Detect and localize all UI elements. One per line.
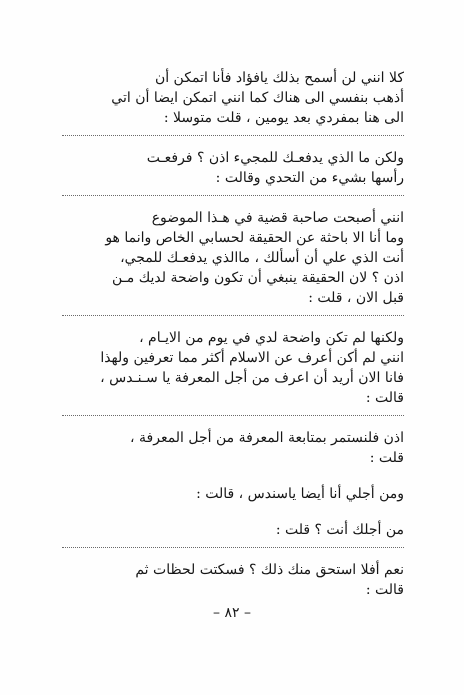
paragraph <box>62 328 404 408</box>
text-line: أنت الذي علي أن أسألك ، ماالذي يدفعـك للمجي، <box>120 250 404 266</box>
paragraph-gap <box>62 504 404 520</box>
text-line: انني لم أكن أعرف عن الاسلام أكثر مما تعرفين ولهذا <box>100 350 404 366</box>
text-line: اذن فلنستمر بمتابعة المعرفة من أجل المعرفة ، <box>130 430 404 446</box>
paragraph-gap <box>62 468 404 484</box>
text-line: ولكن ما الذي يدفعـك للمجيء اذن ؟ فرفعـت <box>146 150 404 166</box>
text-line: الى هنا بمفردي بعد يومين ، قلت متوسلا : <box>163 110 404 126</box>
text-line: ومن أجلي أنا أيضا ياسندس ، قالت : <box>196 486 404 502</box>
dotted-separator <box>62 195 404 196</box>
page-body <box>62 68 404 600</box>
text-line: رأسها بشيء من التحدي وقالت : <box>215 170 404 186</box>
text-line: فانا الان أريد أن اعرف من أجل المعرفة يا سـنـدس ، <box>100 370 404 386</box>
dotted-separator <box>62 415 404 416</box>
text-line: قالت : <box>365 582 404 598</box>
text-line: اذن ؟ لان الحقيقة ينبغي أن تكون واضحة لديك مـن <box>112 270 404 286</box>
paragraph <box>62 68 404 128</box>
dotted-separator <box>62 135 404 136</box>
text-line: من أجلك أنت ؟ قلت : <box>275 522 404 538</box>
page-number: – ٨٢ – <box>213 605 251 621</box>
text-line: قالت : <box>365 390 404 406</box>
paragraph <box>62 428 404 468</box>
text-line: كلا انني لن أسمح بذلك يافؤاد فأنا اتمكن أن <box>154 70 404 86</box>
text-line: انني أصبحت صاحبة قضية في هـذا الموضوع <box>151 210 404 226</box>
paragraph <box>62 208 404 308</box>
text-line: أذهب بنفسي الى هناك كما انني اتمكن ايضا أن اتي <box>111 90 404 106</box>
paragraph <box>62 484 404 504</box>
text-line: نعم أفلا استحق منك ذلك ؟ فسكتت لحظات ثم <box>135 562 404 578</box>
text-line: وما أنا الا باحثة عن الحقيقة لحسابي الخاص وانما هو <box>105 230 404 246</box>
dotted-separator <box>62 315 404 316</box>
text-line: قلت : <box>369 450 404 466</box>
text-line: ولكنها لم تكن واضحة لدي في يوم من الايـام ، <box>139 330 404 346</box>
dotted-separator <box>62 547 404 548</box>
text-line: قبل الان ، قلت : <box>308 290 404 306</box>
paragraph <box>62 148 404 188</box>
paragraph <box>62 520 404 540</box>
paragraph <box>62 560 404 600</box>
